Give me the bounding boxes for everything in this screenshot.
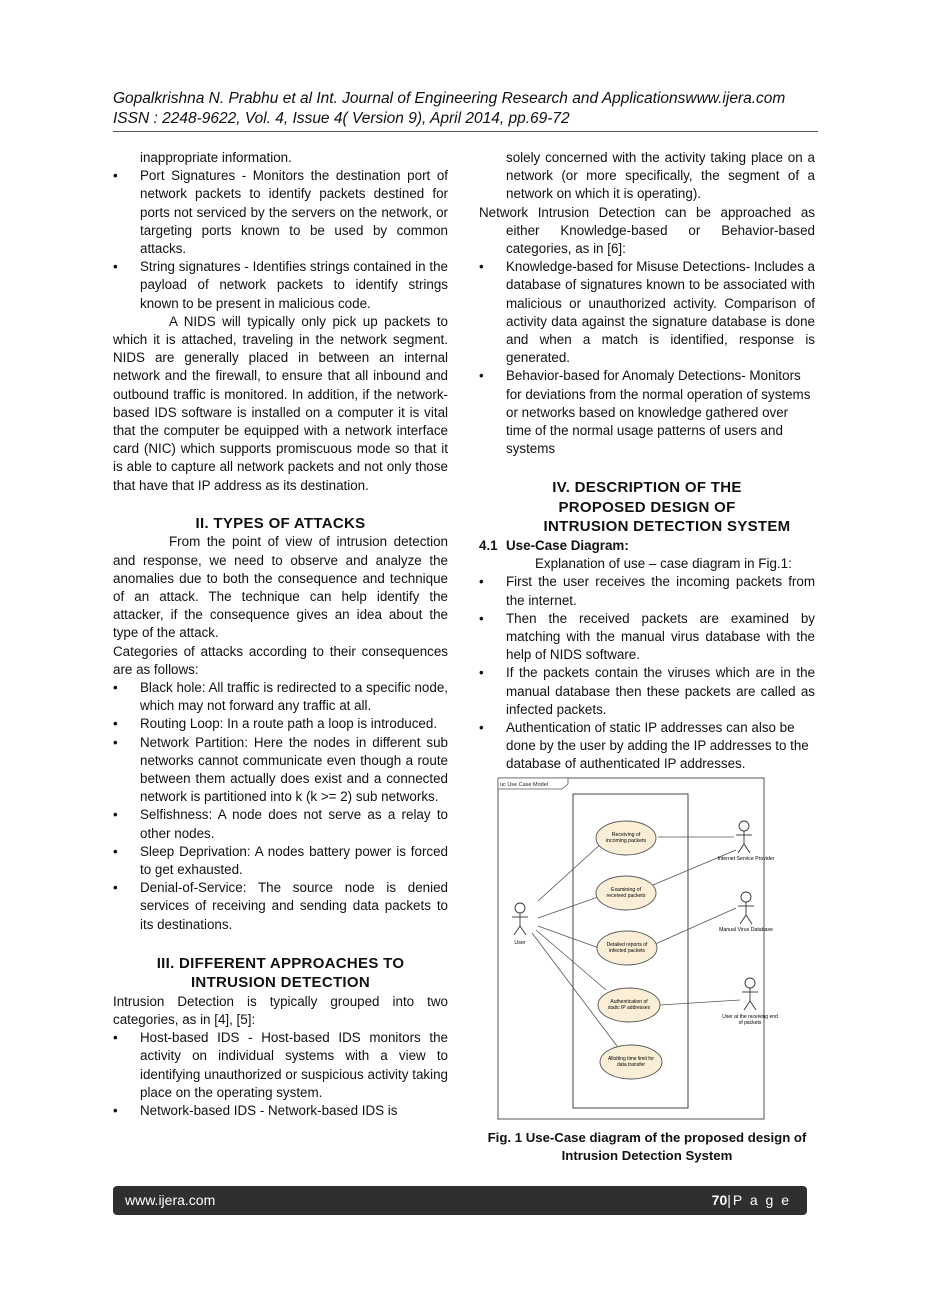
use-case-diagram	[498, 778, 778, 1120]
list-item: • Denial-of-Service: The source node is denied services of receiving and sending data packets to its destinations.	[113, 880, 448, 932]
nid-approach-paragraph: Network Intrusion Detection can be approached as either Knowledge-based or Behavior-based categories, as in [6]:	[479, 204, 815, 257]
section-heading-approaches: III. DIFFERENT APPROACHES TO INTRUSION DETECTION	[156, 954, 405, 992]
actor-receiver-label: User at the receiving end	[722, 1013, 778, 1020]
nids-paragraph: A NIDS will typically only pick up packets to which it is attached, traveling in the network segment. NIDS are generally placed in between an internal network and the firewall, to ensure that all inbound and outbound traffic is monitored. In addition, if the network-based IDS software is installed on a computer it is vital that the computer be equipped with a network interface card (NIC) which supports promiscuous mode so that it is able to capture all network packets and not only those that have that IP address as its destination.	[113, 313, 448, 493]
use-case-list	[479, 573, 815, 773]
signature-list	[113, 167, 448, 313]
subsection-heading-use-case: 4.1 Use-Case Diagram:	[479, 537, 629, 553]
bullet-icon: •	[479, 574, 484, 590]
bullet-icon: •	[479, 665, 484, 681]
use-case-detailed-reports	[597, 931, 657, 965]
svg-text:received packets: received packets	[606, 892, 646, 899]
bullet-icon: •	[479, 259, 484, 275]
footer-page-number: 70|P a g e	[711, 1192, 791, 1208]
header-rule	[113, 131, 818, 132]
attack-list	[113, 679, 448, 934]
list-item: • First the user receives the incoming packets from the internet.	[479, 574, 815, 608]
page-footer	[113, 1186, 807, 1215]
list-item: • Network Partition: Here the nodes in different sub networks cannot communicate even though a route between them actually does exist and a connected network is partitioned into k (k >= 2) sub networks.	[113, 734, 448, 805]
list-item: • If the packets contain the viruses which are in the manual database then these packets are called as infected packets.	[479, 665, 815, 717]
detection-list	[479, 258, 815, 458]
actor-isp-label: Internet Service Provider	[717, 855, 775, 862]
list-item: • Host-based IDS - Host-based IDS monitors the activity on individual systems with a view to identifying unauthorized or suspicious activity taking place on the operating system.	[113, 1030, 448, 1100]
svg-text:Allotting time limit for: Allotting time limit for	[607, 1055, 655, 1062]
ids-type-list	[113, 1029, 448, 1120]
list-item: • Selfishness: A node does not serve as a relay to other nodes.	[113, 807, 448, 841]
footer-website: www.ijera.com	[125, 1192, 216, 1208]
attacks-paragraph: From the point of view of intrusion detection and response, we need to observe and analyze the anomalies due to both the consequence and technique of an attack. The technique can help identify the attacker, if the consequence gives an idea about the type of the attack.	[113, 534, 448, 641]
list-item: • Sleep Deprivation: A nodes battery power is forced to get exhausted.	[113, 843, 448, 878]
bullet-icon: •	[113, 259, 118, 275]
list-item: • Authentication of static IP addresses can also be done by the user by adding the IP addresses to the database of authenticated IP addresses.	[479, 719, 809, 772]
svg-text:Detailed reports of: Detailed reports of	[606, 941, 648, 948]
frame-label: uc Use Case Model	[500, 781, 548, 788]
ids-categories-paragraph: Intrusion Detection is typically grouped into two categories, as in [4], [5]:	[113, 993, 448, 1028]
bullet-icon: •	[113, 1030, 118, 1046]
bullet-icon: •	[479, 368, 484, 384]
list-item: • Network-based IDS - Network-based IDS is	[113, 1102, 448, 1120]
list-item: • Knowledge-based for Misuse Detections- Includes a database of signatures known to be associated with malicious or unauthorized activity. Comparison of activity data against the signature database is done and when a match is identified, response is generated.	[479, 259, 815, 366]
use-case-authentication	[598, 988, 660, 1022]
header-journal-line: Gopalkrishna N. Prabhu et al Int. Journal of Engineering Research and Applicationswww.ijera.com	[113, 90, 786, 107]
svg-text:Receiving of: Receiving of	[611, 831, 641, 838]
bullet-icon: •	[479, 719, 484, 735]
bullet-icon: •	[113, 1103, 118, 1119]
list-item: • Behavior-based for Anomaly Detections- Monitors for deviations from the normal operation of systems or networks based on knowledge gathered over time of the normal usage patterns of users and systems	[479, 368, 811, 457]
bullet-icon: •	[113, 807, 118, 823]
svg-text:data transfer: data transfer	[616, 1061, 646, 1068]
list-item: • Routing Loop: In a route path a loop is introduced.	[113, 715, 448, 733]
use-case-receiving	[596, 821, 656, 855]
list-item: • Then the received packets are examined by matching with the manual virus database with the help of NIDS software.	[479, 610, 815, 663]
svg-text:incoming packets: incoming packets	[605, 837, 647, 844]
list-item: • String signatures - Identifies strings contained in the payload of network packets to identify strings known to be present in malicious code.	[113, 259, 448, 311]
actor-receiver-label-line2: of packets	[738, 1019, 762, 1026]
bullet-icon: •	[113, 168, 118, 184]
bullet-icon: •	[113, 734, 118, 750]
bullet-icon: •	[479, 610, 484, 626]
bullet-icon: •	[113, 716, 118, 732]
running-header	[113, 89, 818, 129]
bullet-icon: •	[113, 880, 118, 896]
categories-paragraph: Categories of attacks according to their consequences are as follows:	[113, 643, 448, 677]
svg-text:static IP addresses: static IP addresses	[607, 1004, 651, 1011]
bullet-icon: •	[113, 679, 118, 695]
section-heading-types-of-attacks: II. TYPES OF ATTACKS	[195, 514, 366, 532]
section-heading-proposed-design: IV. DESCRIPTION OF THE PROPOSED DESIGN OF INTRUSION DETECTION SYSTEM	[543, 479, 791, 536]
svg-text:infected packets: infected packets	[608, 947, 646, 954]
explanation-line: Explanation of use – case diagram in Fig.1:	[535, 556, 792, 572]
list-item: • Black hole: All traffic is redirected to a specific node, which may not forward any traffic at all.	[113, 679, 448, 714]
use-case-examining	[596, 876, 656, 910]
actor-user-label: User	[514, 939, 526, 946]
left-column	[113, 149, 448, 1120]
continued-text: solely concerned with the activity taking place on a network (or more specifically, the segment of a network on which it is operating).	[506, 150, 815, 202]
header-issn-line: ISSN : 2248-9622, Vol. 4, Issue 4( Version 9), April 2014, pp.69-72	[113, 110, 570, 127]
list-item: • Port Signatures - Monitors the destination port of network packets to identify packets destined for ports not serviced by the servers on the network, or targeting ports known to be used by common attacks.	[113, 168, 448, 257]
figure-caption: Fig. 1 Use-Case diagram of the proposed design of Intrusion Detection System	[487, 1129, 807, 1163]
continued-text: inappropriate information.	[140, 150, 292, 165]
svg-text:Authentication of: Authentication of	[610, 998, 648, 1005]
right-column	[479, 149, 815, 1165]
use-case-allotting-time	[600, 1045, 662, 1079]
actor-mvd-label: Manual Virus Database	[719, 926, 773, 933]
svg-text:Examining of: Examining of	[611, 886, 641, 893]
bullet-icon: •	[113, 843, 118, 859]
